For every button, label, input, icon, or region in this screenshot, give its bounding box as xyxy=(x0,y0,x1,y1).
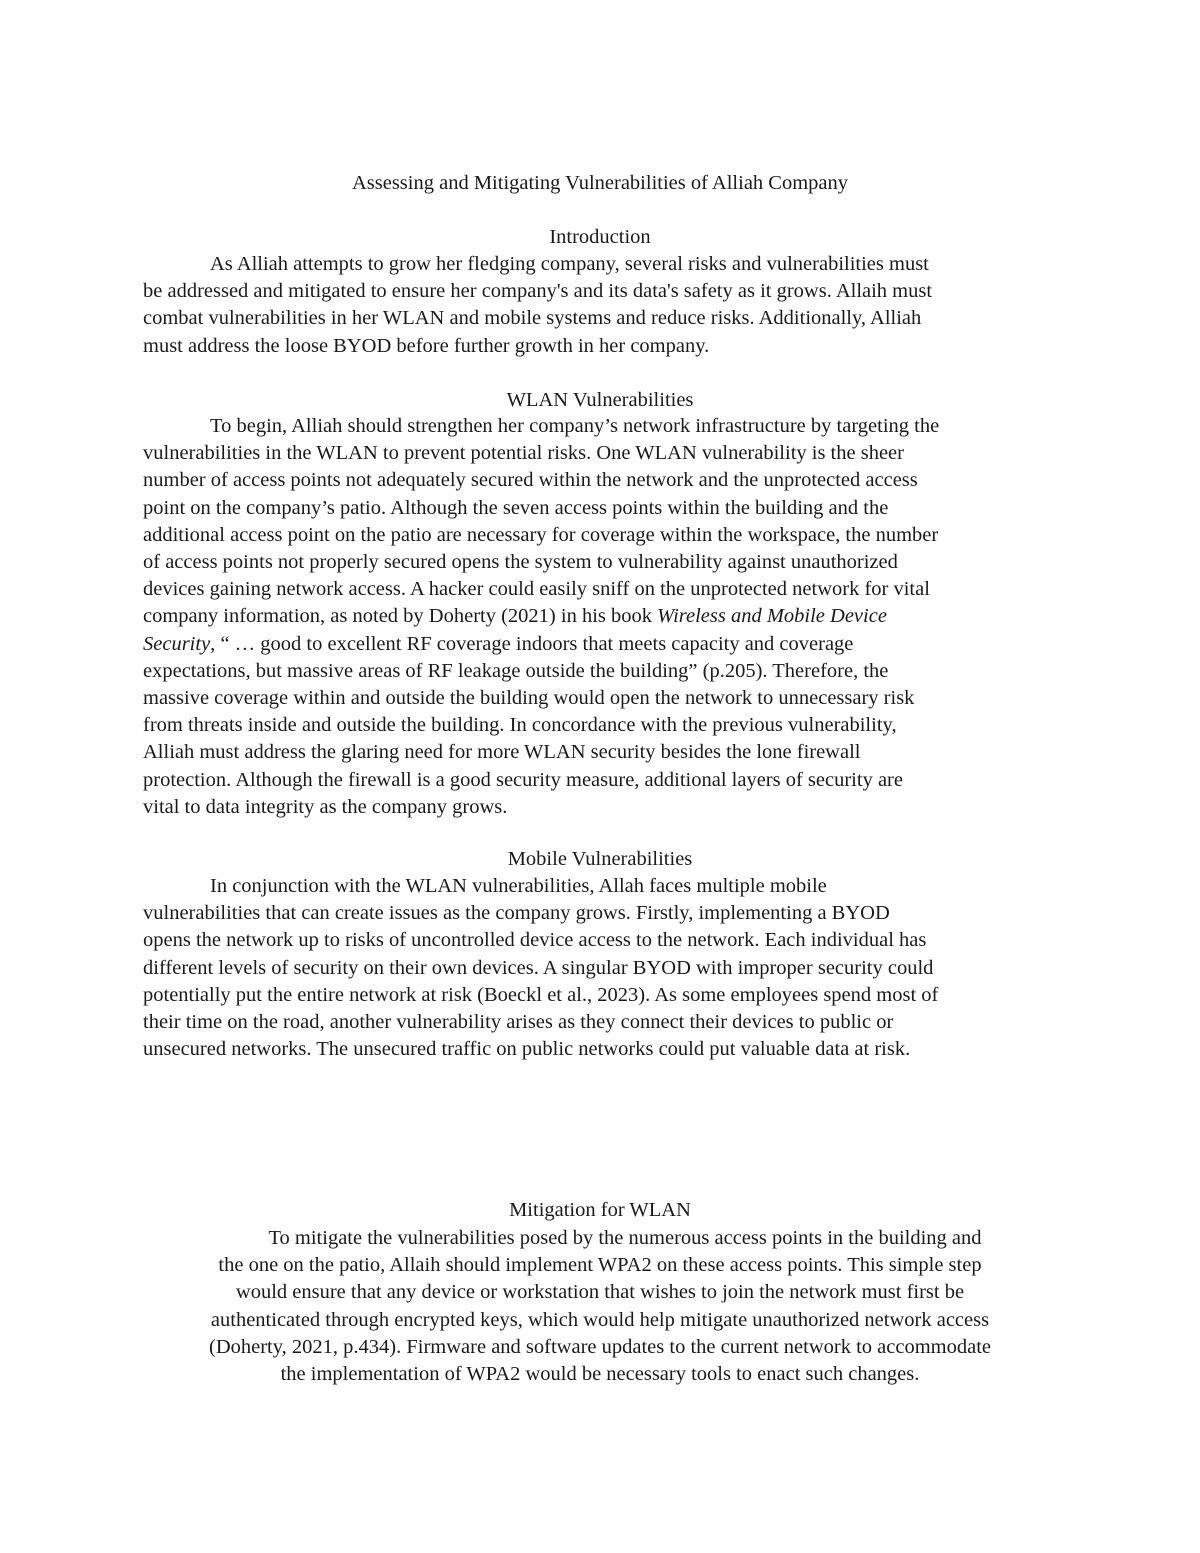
mobile-line: opens the network up to risks of uncontrolled device access to the network. Each individual has xyxy=(143,929,927,952)
wlan-line: vital to data integrity as the company grows. xyxy=(143,795,508,818)
book-title-part2: Security xyxy=(143,632,211,655)
wlan-line: Alliah must address the glaring need for more WLAN security besides the lone firewall xyxy=(143,741,861,764)
mitigation-line: To mitigate the vulnerabilities posed by the numerous access points in the building and xyxy=(268,1227,982,1249)
section-heading-wlan-vulnerabilities: WLAN Vulnerabilities xyxy=(506,389,694,411)
wlan-line: from threats inside and outside the building. In concordance with the previous vulnerability, xyxy=(143,714,897,737)
wlan-line-text: company information, as noted by Doherty (2021) in his book xyxy=(143,605,652,628)
book-title-part1: Wireless and Mobile Device xyxy=(657,605,887,628)
mitigation-paragraph xyxy=(140,1225,1060,1388)
introduction-line: As Alliah attempts to grow her fledging company, several risks and vulnerabilities must xyxy=(210,253,929,275)
mitigation-line: the one on the patio, Allaih should implement WPA2 on these access points. This simple step xyxy=(218,1254,982,1277)
section-heading-mobile-vulnerabilities: Mobile Vulnerabilities xyxy=(507,848,693,870)
mobile-line: their time on the road, another vulnerability arises as they connect their devices to public or xyxy=(143,1011,894,1034)
introduction-line: be addressed and mitigated to ensure her company's and its data's safety as it grows. Allaih must xyxy=(143,280,933,303)
mitigation-line: (Doherty, 2021, p.434). Firmware and software updates to the current network to accommodate xyxy=(209,1335,991,1358)
introduction-line: combat vulnerabilities in her WLAN and mobile systems and reduce risks. Additionally, Alliah xyxy=(143,307,922,330)
wlan-line: To begin, Alliah should strengthen her company’s network infrastructure by targeting the xyxy=(210,415,940,437)
document-title: Assessing and Mitigating Vulnerabilities of Alliah Company xyxy=(351,172,849,194)
mitigation-line: authenticated through encrypted keys, which would help mitigate unauthorized network access xyxy=(210,1308,990,1331)
introduction-paragraph xyxy=(143,251,1063,360)
wlan-line: point on the company’s patio. Although the seven access points within the building and the xyxy=(143,496,889,519)
mitigation-line: would ensure that any device or workstation that wishes to join the network must first be xyxy=(235,1281,965,1304)
mobile-line: different levels of security on their own devices. A singular BYOD with improper security could xyxy=(143,956,934,979)
mitigation-line: the implementation of WPA2 would be necessary tools to enact such changes. xyxy=(280,1363,920,1386)
wlan-vulnerabilities-paragraph xyxy=(143,413,1063,821)
section-heading-mitigation-for-wlan: Mitigation for WLAN xyxy=(509,1199,691,1221)
wlan-line: additional access point on the patio are necessary for coverage within the workspace, the number xyxy=(143,523,939,546)
wlan-line: expectations, but massive areas of RF leakage outside the building” (p.205). Therefore, the xyxy=(143,659,889,682)
wlan-line xyxy=(143,631,1063,658)
wlan-line: of access points not properly secured opens the system to vulnerability against unauthorized xyxy=(143,551,898,574)
wlan-line: number of access points not adequately secured within the network and the unprotected access xyxy=(143,469,918,492)
mobile-line: vulnerabilities that can create issues as the company grows. Firstly, implementing a BYOD xyxy=(143,902,890,925)
wlan-line: protection. Although the firewall is a good security measure, additional layers of security are xyxy=(143,768,903,791)
mobile-line: unsecured networks. The unsecured traffic on public networks could put valuable data at risk. xyxy=(143,1038,911,1061)
wlan-line-text: , “ … good to excellent RF coverage indoors that meets capacity and coverage xyxy=(210,632,854,655)
mobile-line: potentially put the entire network at risk (Boeckl et al., 2023). As some employees spend most of xyxy=(143,983,939,1006)
wlan-line: devices gaining network access. A hacker could easily sniff on the unprotected network for vital xyxy=(143,578,930,601)
mobile-vulnerabilities-paragraph xyxy=(143,873,1063,1063)
wlan-line: massive coverage within and outside the building would open the network to unnecessary risk xyxy=(143,687,915,710)
section-heading-introduction: Introduction xyxy=(549,226,651,248)
wlan-line xyxy=(143,603,1063,630)
introduction-line: must address the loose BYOD before further growth in her company. xyxy=(143,334,710,357)
mobile-line: In conjunction with the WLAN vulnerabilities, Allah faces multiple mobile xyxy=(210,875,827,897)
wlan-line: vulnerabilities in the WLAN to prevent potential risks. One WLAN vulnerability is the sheer xyxy=(143,442,904,465)
